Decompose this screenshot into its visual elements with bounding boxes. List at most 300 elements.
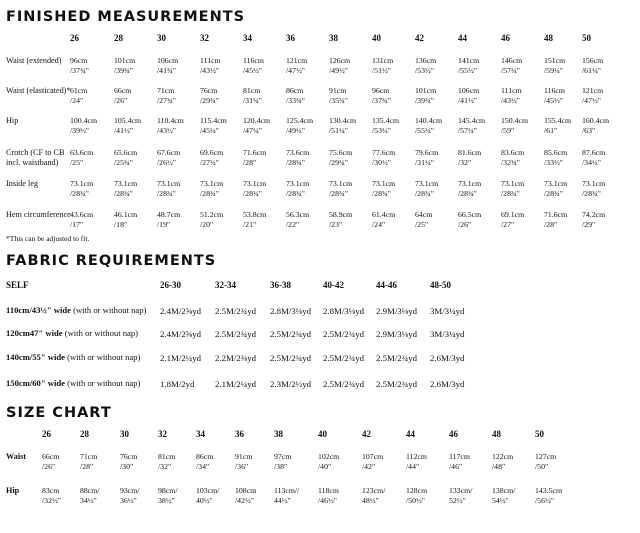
- inch-value: 52½": [449, 495, 466, 505]
- inch-value: 48½": [362, 495, 379, 505]
- inch-value: /28¾": [501, 188, 520, 198]
- cm-value: 79.6cm: [415, 148, 439, 157]
- cm-value: 138cm/: [492, 486, 516, 495]
- inch-value: /28¾": [415, 188, 434, 198]
- measure-cell: [582, 148, 605, 167]
- measure-cell: [114, 210, 137, 229]
- inch-value: /50": [535, 461, 549, 471]
- measure-cell: [329, 148, 352, 167]
- inch-value: /25": [70, 157, 84, 167]
- inch-value: /33½": [544, 157, 563, 167]
- cm-value: 73.1cm: [329, 179, 353, 188]
- inch-value: /35¾": [329, 95, 348, 105]
- inch-value: /46½": [318, 495, 337, 505]
- size-cell: [158, 486, 178, 505]
- measure-cell: [544, 148, 567, 167]
- inch-value: /63": [582, 125, 596, 135]
- measure-cell: [329, 56, 350, 75]
- cm-value: 93cm/: [120, 486, 140, 495]
- cm-value: 73.1cm: [582, 179, 606, 188]
- fabric-amount: 2.5M/2¾yd: [215, 306, 257, 316]
- cm-value: 65.6cm: [114, 148, 138, 157]
- size-cell: [80, 486, 100, 505]
- cm-value: 115.4cm: [200, 116, 227, 125]
- cm-value: 73.1cm: [544, 179, 568, 188]
- inch-value: /45½": [243, 65, 262, 75]
- inch-value: /28¾": [243, 188, 262, 198]
- inch-value: /28¾": [200, 188, 219, 198]
- cm-value: 81.6cm: [458, 148, 482, 157]
- fabric-amount: 2.6M/3yd: [430, 379, 465, 389]
- size-cell: [196, 486, 219, 505]
- fabric-width-label: [6, 329, 138, 339]
- inch-value: /26½": [157, 157, 176, 167]
- cm-value: 96cm: [372, 86, 390, 95]
- cm-value: 125.4cm: [286, 116, 314, 125]
- cm-value: 66.5cm: [458, 210, 482, 219]
- inch-value: /28¾": [114, 188, 133, 198]
- cm-value: 58.9cm: [329, 210, 353, 219]
- measure-cell: [200, 86, 219, 105]
- measure-cell: [501, 116, 528, 135]
- size-cell: [318, 452, 339, 471]
- inch-value: /53¼": [372, 125, 391, 135]
- size-header: 28: [114, 33, 123, 43]
- cm-value: 126cm: [329, 56, 351, 65]
- size-cell: [158, 452, 175, 471]
- inch-value: /45½": [544, 95, 563, 105]
- inch-value: /43½": [200, 65, 219, 75]
- cm-value: 111cm: [200, 56, 221, 65]
- fabric-amount: 2.9M/3⅛yd: [376, 329, 418, 339]
- inch-value: /24": [372, 219, 386, 229]
- size-cell: [318, 486, 339, 505]
- cm-value: 128cm: [406, 486, 428, 495]
- fabric-amount: 2.5M/2¾yd: [376, 353, 418, 363]
- inch-value: /33¾": [286, 95, 305, 105]
- cm-value: 64cm: [415, 210, 433, 219]
- measure-cell: [544, 86, 565, 105]
- measure-cell: [157, 179, 180, 198]
- inch-value: /18": [114, 219, 128, 229]
- size-cell: [80, 452, 97, 471]
- inch-value: /27": [501, 219, 515, 229]
- measure-cell: [501, 179, 524, 198]
- size-header: 36: [286, 33, 295, 43]
- measure-cell: [286, 210, 309, 229]
- cm-value: 106cm: [458, 86, 480, 95]
- cm-value: 51.2cm: [200, 210, 224, 219]
- size-header: 42: [362, 429, 371, 439]
- cm-value: 56.3cm: [286, 210, 310, 219]
- inch-value: /61": [544, 125, 558, 135]
- cm-value: 77.6cm: [372, 148, 396, 157]
- measure-cell: [582, 210, 605, 229]
- measure-cell: [70, 116, 97, 135]
- inch-value: /29¾": [329, 157, 348, 167]
- measure-cell: [114, 86, 131, 105]
- cm-value: 85.6cm: [544, 148, 568, 157]
- measure-cell: [415, 86, 436, 105]
- inch-value: /45¼": [200, 125, 219, 135]
- measure-cell: [70, 56, 89, 75]
- cm-value: 160.4cm: [582, 116, 610, 125]
- fabric-amount: 2.8M/3⅛yd: [270, 306, 312, 316]
- inch-value: /39¾": [415, 95, 434, 105]
- fabric-width: 110cm/43½" wide: [6, 305, 71, 315]
- cm-value: 97cm: [274, 452, 292, 461]
- cm-value: 73.6cm: [286, 148, 310, 157]
- inch-value: /57¼": [501, 65, 520, 75]
- inch-value: /34": [196, 461, 210, 471]
- inch-value: /53½": [415, 65, 434, 75]
- size-cell: [120, 452, 137, 471]
- inch-value: /29": [582, 219, 596, 229]
- size-chart-title: SIZE CHART: [6, 405, 112, 421]
- inch-value: /43½": [501, 95, 520, 105]
- inch-value: /32½": [42, 495, 61, 505]
- cm-value: 120.4cm: [243, 116, 271, 125]
- measure-cell: [582, 179, 605, 198]
- measure-cell: [286, 86, 305, 105]
- cm-value: 96cm: [70, 56, 88, 65]
- measure-cell: [544, 210, 567, 229]
- size-header: 40: [318, 429, 327, 439]
- size-cell: [449, 486, 472, 505]
- size-range-header: 32-34: [215, 280, 236, 290]
- inch-value: /48": [492, 461, 506, 471]
- nap-note: (with or without nap): [70, 305, 147, 315]
- cm-value: 86cm: [196, 452, 214, 461]
- size-header: 46: [449, 429, 458, 439]
- cm-value: 130.4cm: [329, 116, 357, 125]
- size-header: 28: [80, 429, 89, 439]
- measure-cell: [70, 179, 93, 198]
- cm-value: 131cm: [372, 56, 394, 65]
- measure-cell: [286, 179, 309, 198]
- measure-cell: [501, 86, 522, 105]
- inch-value: /28": [544, 219, 558, 229]
- inch-value: /28¾": [544, 188, 563, 198]
- inch-value: /28": [243, 157, 257, 167]
- size-cell: [492, 486, 515, 505]
- inch-value: /31¼": [415, 157, 434, 167]
- cm-value: 73.1cm: [243, 179, 267, 188]
- finished-measurements-title: FINISHED MEASUREMENTS: [6, 9, 246, 25]
- cm-value: 98cm/: [158, 486, 178, 495]
- fabric-amount: 2.5M/2¾yd: [376, 379, 418, 389]
- measure-cell: [582, 116, 609, 135]
- cm-value: 81cm: [243, 86, 261, 95]
- cm-value: 73.1cm: [458, 179, 482, 188]
- measure-cell: [372, 116, 399, 135]
- cm-value: 127cm: [535, 452, 557, 461]
- fabric-amount: 2.3M/2½yd: [270, 379, 312, 389]
- measure-cell: [70, 148, 93, 167]
- inch-value: /47¼": [243, 125, 262, 135]
- inch-value: 38½": [158, 495, 175, 505]
- fabric-amount: 2.5M/2¾yd: [215, 329, 257, 339]
- cm-value: 75.6cm: [329, 148, 353, 157]
- cm-value: 61cm: [70, 86, 88, 95]
- measure-cell: [544, 116, 571, 135]
- measure-cell: [458, 86, 479, 105]
- inch-value: /28¾": [286, 157, 305, 167]
- fabric-amount: 2.5M/2¾yd: [323, 353, 365, 363]
- inch-value: /32¾": [501, 157, 520, 167]
- measure-cell: [329, 86, 348, 105]
- cm-value: 140.4cm: [415, 116, 443, 125]
- size-header: 32: [200, 33, 209, 43]
- inch-value: /30": [120, 461, 134, 471]
- inch-value: /28¾": [372, 188, 391, 198]
- fabric-amount: 2.4M/2⅝yd: [160, 306, 202, 316]
- inch-value: /47½": [582, 95, 601, 105]
- fabric-amount: 3M/3¼yd: [430, 306, 465, 316]
- size-cell: [406, 486, 427, 505]
- size-cell: [492, 452, 513, 471]
- measure-cell: [415, 116, 442, 135]
- cm-value: 145.4cm: [458, 116, 486, 125]
- size-cell: [362, 452, 383, 471]
- cm-value: 155.4cm: [544, 116, 572, 125]
- inch-value: 54½": [492, 495, 509, 505]
- size-header: 36: [235, 429, 244, 439]
- fabric-amount: 2.2M/2⅜yd: [215, 353, 257, 363]
- inch-value: /25¾": [114, 157, 133, 167]
- measure-cell: [70, 210, 93, 229]
- cm-value: 81cm: [158, 452, 176, 461]
- size-cell: [535, 486, 562, 505]
- inch-value: /30½": [372, 157, 391, 167]
- nap-note: (with or without nap): [64, 378, 141, 388]
- size-header: 42: [415, 33, 424, 43]
- inch-value: /51½": [372, 65, 391, 75]
- size-header: 30: [120, 429, 129, 439]
- cm-value: 73.1cm: [200, 179, 224, 188]
- inch-value: /37¾": [372, 95, 391, 105]
- fabric-requirements-title: FABRIC REQUIREMENTS: [6, 253, 217, 269]
- cm-value: 118cm: [318, 486, 339, 495]
- cm-value: 76cm: [200, 86, 218, 95]
- measure-cell: [415, 179, 438, 198]
- inch-value: /28¾": [458, 188, 477, 198]
- measure-cell: [286, 148, 309, 167]
- size-header: 34: [243, 33, 252, 43]
- inch-value: 36½": [120, 495, 137, 505]
- inch-value: /42½": [235, 495, 254, 505]
- cm-value: 83.6cm: [501, 148, 525, 157]
- inch-value: /27¼": [200, 157, 219, 167]
- inch-value: /50½": [406, 495, 425, 505]
- size-cell: [196, 452, 213, 471]
- row-label: Waist: [6, 452, 27, 461]
- fabric-amount: 2.5M/2¾yd: [270, 353, 312, 363]
- cm-value: 66cm: [114, 86, 132, 95]
- cm-value: 123cm/: [362, 486, 386, 495]
- inch-value: /28¾": [329, 188, 348, 198]
- cm-value: 112cm: [406, 452, 427, 461]
- cm-value: 150.4cm: [501, 116, 529, 125]
- size-cell: [274, 486, 299, 505]
- size-cell: [235, 486, 256, 505]
- cm-value: 143.5cm: [535, 486, 563, 495]
- cm-value: 73.1cm: [157, 179, 181, 188]
- inch-value: /41½": [114, 125, 133, 135]
- row-label-line: Hem circumference: [6, 210, 71, 219]
- cm-value: 102cm: [318, 452, 340, 461]
- cm-value: 86cm: [286, 86, 304, 95]
- cm-value: 113cm//: [274, 486, 300, 495]
- measure-cell: [157, 148, 180, 167]
- measure-cell: [329, 116, 356, 135]
- measure-cell: [200, 179, 223, 198]
- measure-cell: [582, 56, 603, 75]
- inch-value: /31¾": [243, 95, 262, 105]
- inch-value: /44": [406, 461, 420, 471]
- cm-value: 116cm: [243, 56, 264, 65]
- measure-cell: [372, 86, 391, 105]
- inch-value: /37¾": [70, 65, 89, 75]
- size-header: 38: [329, 33, 338, 43]
- inch-value: /39½": [70, 125, 89, 135]
- size-header: 48: [492, 429, 501, 439]
- inch-value: /20": [200, 219, 214, 229]
- fabric-amount: 2.6M/3yd: [430, 353, 465, 363]
- inch-value: /26": [458, 219, 472, 229]
- row-label-line: Crotch (CF to CB: [6, 148, 65, 157]
- measure-cell: [415, 210, 432, 229]
- cm-value: 141cm: [458, 56, 480, 65]
- fabric-amount: 3M/3¼yd: [430, 329, 465, 339]
- measure-cell: [157, 116, 184, 135]
- measure-cell: [329, 179, 352, 198]
- inch-value: /59¼": [544, 65, 563, 75]
- inch-value: /49¼": [286, 125, 305, 135]
- cm-value: 122cm: [492, 452, 514, 461]
- cm-value: 73.1cm: [415, 179, 439, 188]
- measure-cell: [458, 148, 481, 167]
- cm-value: 110.4cm: [157, 116, 184, 125]
- measure-cell: [286, 56, 307, 75]
- measure-cell: [415, 56, 436, 75]
- measure-cell: [372, 179, 395, 198]
- measure-cell: [243, 210, 266, 229]
- inch-value: /23": [329, 219, 343, 229]
- row-label: Hip: [6, 486, 20, 495]
- size-header: 32: [158, 429, 167, 439]
- cm-value: 121cm: [582, 86, 604, 95]
- inch-value: /24": [70, 95, 84, 105]
- size-header: 44: [406, 429, 415, 439]
- cm-value: 73.1cm: [70, 179, 94, 188]
- fabric-width: 140cm/55" wide: [6, 352, 65, 362]
- inch-value: /21": [243, 219, 257, 229]
- row-label-line: Waist (elasticated)*: [6, 86, 71, 95]
- cm-value: 71.6cm: [544, 210, 568, 219]
- size-cell: [274, 452, 291, 471]
- size-range-header: 26-30: [160, 280, 181, 290]
- cm-value: 63.6cm: [70, 148, 94, 157]
- fabric-amount: 2.5M/2¾yd: [323, 329, 365, 339]
- measure-cell: [157, 210, 180, 229]
- measure-cell: [544, 56, 565, 75]
- cm-value: 136cm: [415, 56, 437, 65]
- inch-value: 34½": [80, 495, 97, 505]
- inch-value: /41¾": [157, 65, 176, 75]
- measure-cell: [114, 116, 141, 135]
- inch-value: /47½": [286, 65, 305, 75]
- row-label: [6, 179, 38, 189]
- nap-note: (with or without nap): [62, 328, 139, 338]
- measure-cell: [458, 179, 481, 198]
- inch-value: /32": [458, 157, 472, 167]
- size-header: 38: [274, 429, 283, 439]
- cm-value: 74.2cm: [582, 210, 606, 219]
- measure-cell: [157, 86, 176, 105]
- cm-value: 83cm: [42, 486, 60, 495]
- inch-value: /17": [70, 219, 84, 229]
- inch-value: 44½": [274, 495, 291, 505]
- measure-cell: [372, 148, 395, 167]
- cm-value: 121cm: [286, 56, 308, 65]
- measure-cell: [458, 56, 479, 75]
- size-header: 46: [501, 33, 510, 43]
- cm-value: 76cm: [120, 452, 138, 461]
- row-label: [6, 210, 71, 220]
- cm-value: 117cm: [449, 452, 470, 461]
- inch-value: /41½": [458, 95, 477, 105]
- inch-value: /59": [501, 125, 515, 135]
- inch-value: /28¾": [70, 188, 89, 198]
- measure-cell: [114, 56, 135, 75]
- cm-value: 71cm: [80, 452, 98, 461]
- measure-cell: [114, 148, 137, 167]
- cm-value: 146cm: [501, 56, 523, 65]
- cm-value: 156cm: [582, 56, 604, 65]
- cm-value: 91cm: [329, 86, 347, 95]
- measure-cell: [415, 148, 438, 167]
- inch-value: /38": [274, 461, 288, 471]
- inch-value: /40": [318, 461, 332, 471]
- inch-value: /57¼": [458, 125, 477, 135]
- row-label-line: incl. waistband): [6, 157, 59, 167]
- inch-value: /26": [114, 95, 128, 105]
- inch-value: /28¾": [286, 188, 305, 198]
- size-header: 26: [42, 429, 51, 439]
- measure-cell: [458, 116, 485, 135]
- self-header: SELF: [6, 280, 29, 290]
- inch-value: /51¼": [329, 125, 348, 135]
- size-cell: [406, 452, 427, 471]
- nap-note: (with or without nap): [64, 352, 141, 362]
- measure-cell: [243, 179, 266, 198]
- cm-value: 53.8cm: [243, 210, 267, 219]
- size-range-header: 44-46: [376, 280, 397, 290]
- cm-value: 105.4cm: [114, 116, 142, 125]
- inch-value: /43½": [157, 125, 176, 135]
- cm-value: 67.6cm: [157, 148, 181, 157]
- cm-value: 103cm/: [196, 486, 220, 495]
- measure-cell: [70, 86, 87, 105]
- inch-value: /55¼": [415, 125, 434, 135]
- size-range-header: 48-50: [430, 280, 451, 290]
- inch-value: /49½": [329, 65, 348, 75]
- row-label: [6, 56, 62, 66]
- measure-cell: [157, 56, 178, 75]
- cm-value: 101cm: [114, 56, 136, 65]
- size-header: 40: [372, 33, 381, 43]
